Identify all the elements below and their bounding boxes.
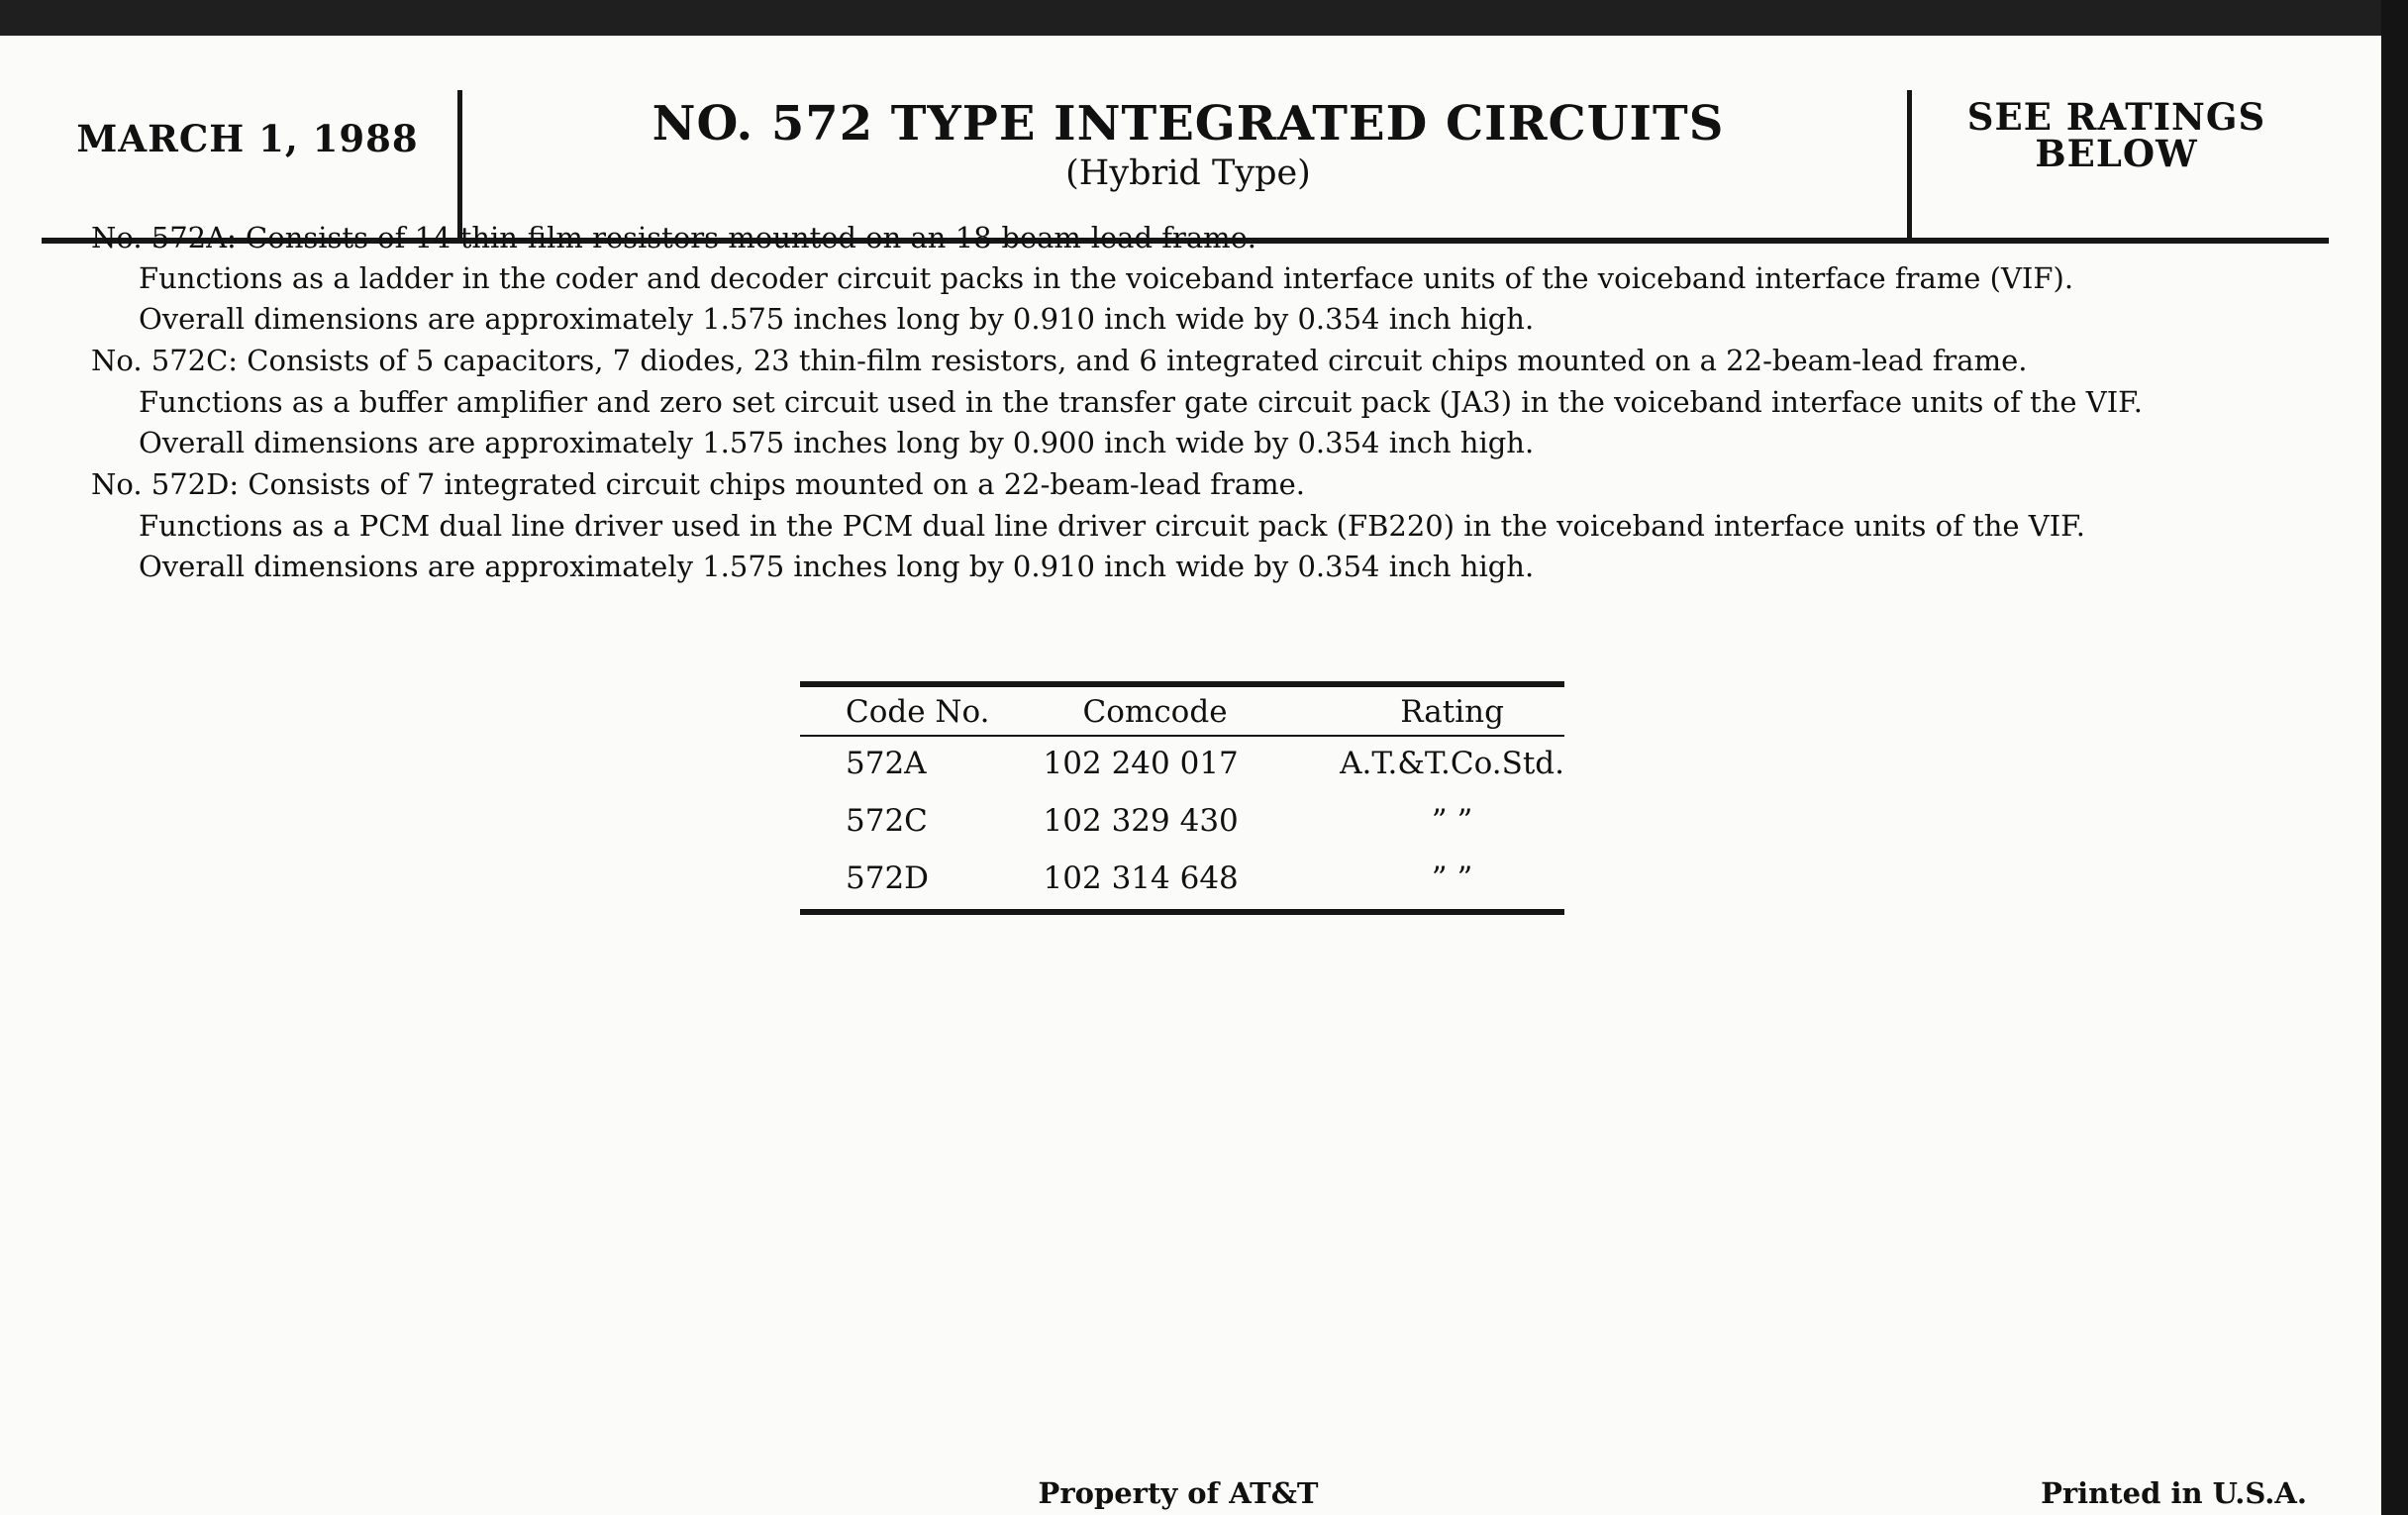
description-572a-code: No. 572A: Consists of 14 thin-film resistors mounted on an 18-beam-lead frame. <box>91 221 1256 254</box>
ratings-table <box>800 681 1564 915</box>
rating-note-line-2: BELOW <box>2035 132 2198 175</box>
rating-note-line-1: SEE RATINGS <box>1966 95 2266 139</box>
description-572a-dimensions: Overall dimensions are approximately 1.575 inches long by 0.910 inch wide by 0.354 inch high. <box>139 302 1535 336</box>
header-code-no: Code No. <box>800 684 1044 736</box>
scan-border-top <box>0 0 2408 36</box>
document-date: MARCH 1, 1988 <box>76 117 419 160</box>
footer-printed: Printed in U.S.A. <box>2041 1476 2307 1510</box>
cell-rating: A.T.&T.Co.Std. <box>1340 746 1564 781</box>
cell-rating: ” ” <box>1431 803 1473 839</box>
table-row <box>800 794 1564 852</box>
description-572d-dimensions: Overall dimensions are approximately 1.575 inches long by 0.910 inch wide by 0.354 inch high. <box>139 550 1535 583</box>
cell-comcode: 102 329 430 <box>1043 803 1239 839</box>
table-header-row <box>800 684 1564 736</box>
cell-comcode: 102 240 017 <box>1043 746 1239 781</box>
cell-comcode: 102 314 648 <box>1043 860 1239 896</box>
cell-code: 572D <box>846 860 930 896</box>
description-572c-function: Functions as a buffer amplifier and zero set circuit used in the transfer gate circuit pack (JA3) in the voiceband interface units of the VIF. <box>139 385 2143 419</box>
document-title: NO. 572 TYPE INTEGRATED CIRCUITS <box>652 96 1725 152</box>
document-card <box>0 36 2381 1515</box>
description-572c-code: No. 572C: Consists of 5 capacitors, 7 diodes, 23 thin-film resistors, and 6 integrated circuit chips mounted on a 22-beam-lead frame. <box>91 344 2028 377</box>
cell-code: 572C <box>846 803 928 839</box>
table-row <box>800 852 1564 912</box>
header-divider-left <box>457 90 462 239</box>
footer-property: Property of AT&T <box>1038 1476 1319 1510</box>
header-rating: Rating <box>1340 684 1564 736</box>
description-572d-function: Functions as a PCM dual line driver used in the PCM dual line driver circuit pack (FB220) in the voiceband interface units of the VIF. <box>139 509 2085 543</box>
header-comcode: Comcode <box>1044 684 1341 736</box>
document-subtitle: (Hybrid Type) <box>1065 153 1311 193</box>
description-572a-function: Functions as a ladder in the coder and decoder circuit packs in the voiceband interface units of the voiceband interface frame (VIF). <box>139 261 2074 295</box>
cell-rating: ” ” <box>1431 860 1473 896</box>
cell-code: 572A <box>846 746 927 781</box>
scan-border-right <box>2381 0 2408 1515</box>
description-572d-code: No. 572D: Consists of 7 integrated circuit chips mounted on a 22-beam-lead frame. <box>91 467 1306 501</box>
table-row <box>800 736 1564 794</box>
rating-note <box>1916 95 2317 175</box>
description-572c-dimensions: Overall dimensions are approximately 1.575 inches long by 0.900 inch wide by 0.354 inch high. <box>139 426 1535 459</box>
